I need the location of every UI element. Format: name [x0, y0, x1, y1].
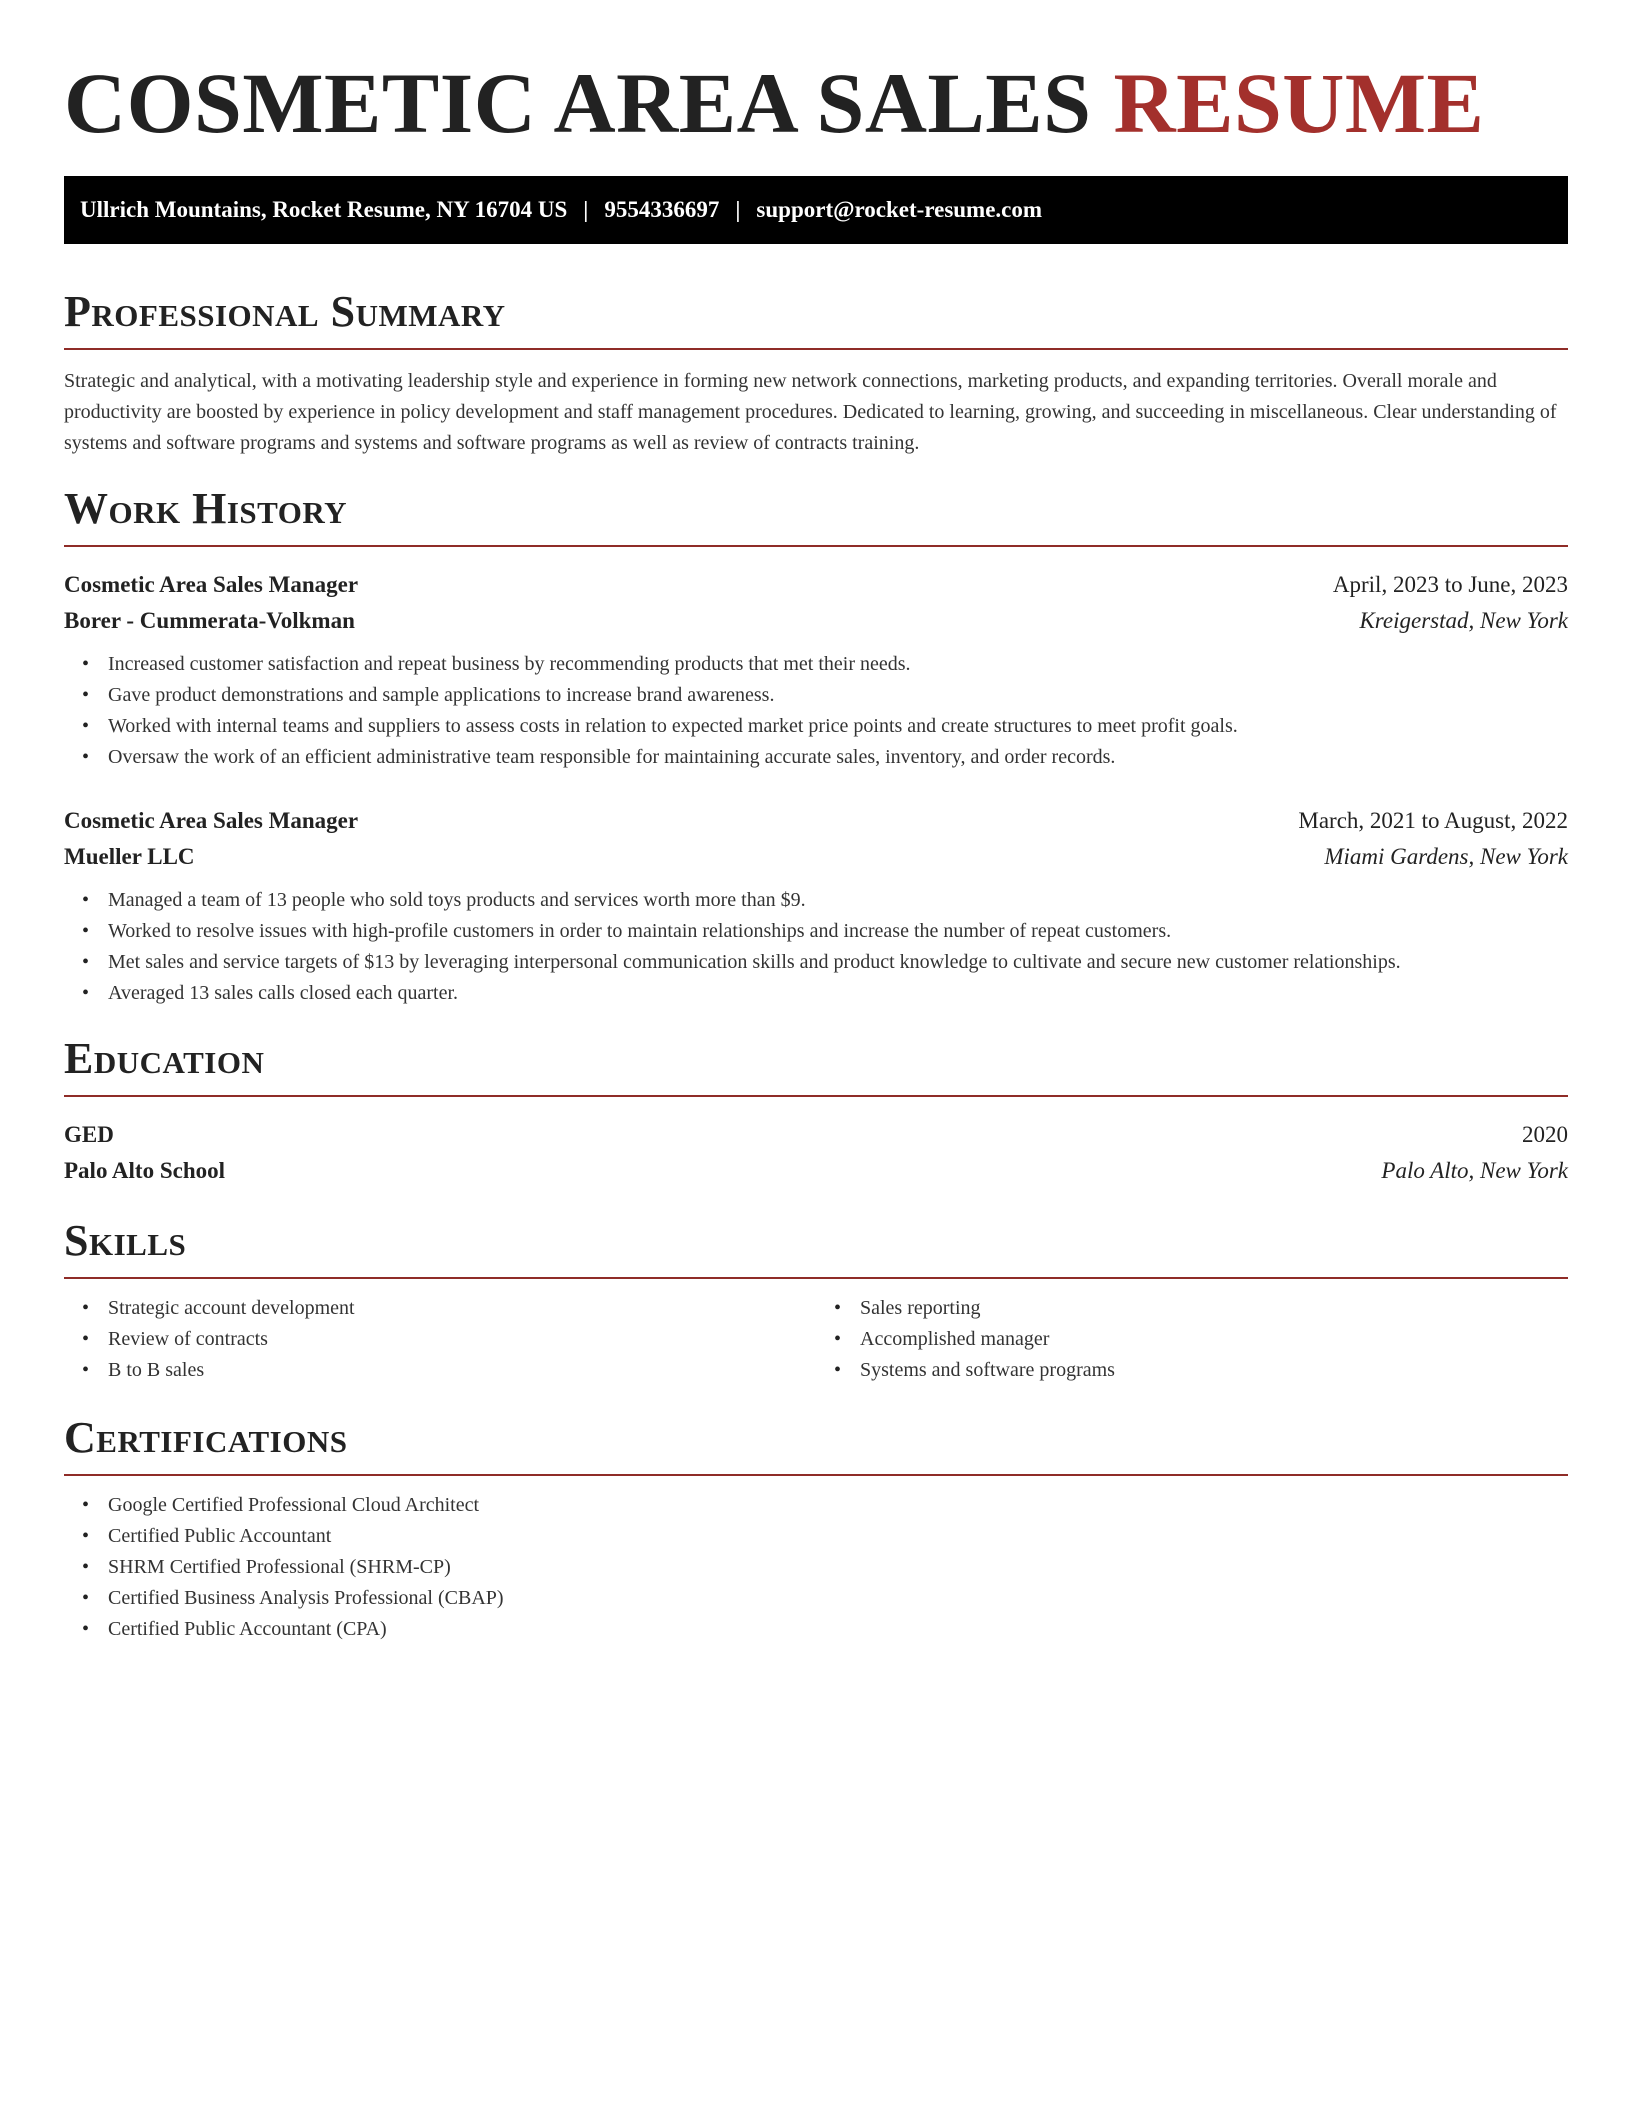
job-title: Cosmetic Area Sales Manager — [64, 572, 359, 597]
list-item: • Google Certified Professional Cloud Architect — [108, 1490, 1568, 1521]
list-item: • Strategic account development — [108, 1293, 816, 1324]
list-item: • Certified Public Accountant (CPA) — [108, 1614, 1568, 1645]
list-item: • Sales reporting — [860, 1293, 1568, 1324]
job-entry — [64, 803, 1568, 1009]
skills-right-column — [816, 1293, 1568, 1386]
education-section — [64, 1035, 1568, 1189]
skills-grid — [64, 1293, 1568, 1386]
summary-heading: Professional Summary — [64, 288, 1568, 350]
list-item: • Worked with internal teams and suppliers to assess costs in relation to expected market price points and create structures to meet profit goals. — [108, 711, 1568, 742]
contact-phone: 9554336697 — [604, 197, 720, 222]
list-item: • B to B sales — [108, 1355, 816, 1386]
job-location: Kreigerstad, New York — [1359, 608, 1568, 633]
work-history-section — [64, 485, 1568, 1009]
job-entry — [64, 567, 1568, 773]
job-location: Miami Gardens, New York — [1324, 844, 1568, 869]
summary-text: Strategic and analytical, with a motivating leadership style and experience in forming new network connections, marketing products, and expanding territories. Overall morale and productivity are boosted by experience in policy development and staff management procedures. Dedicated to learning, growing, and succeeding in miscellaneous. Clear understanding of systems and software programs and systems and software programs as well as review of contracts training. — [64, 370, 1557, 454]
education-degree-row — [64, 1117, 1568, 1153]
job-dates: March, 2021 to August, 2022 — [1298, 808, 1568, 833]
work-history-heading: Work History — [64, 485, 1568, 547]
list-item: • Certified Public Accountant — [108, 1521, 1568, 1552]
skills-heading: Skills — [64, 1217, 1568, 1279]
list-item: • Managed a team of 13 people who sold toys products and services worth more than $9. — [108, 885, 1568, 916]
list-item: • SHRM Certified Professional (SHRM-CP) — [108, 1552, 1568, 1583]
list-item: • Certified Business Analysis Professional (CBAP) — [108, 1583, 1568, 1614]
skills-left-column — [64, 1293, 816, 1386]
contact-separator: | — [735, 197, 741, 222]
job-company-row — [64, 839, 1568, 875]
contact-separator: | — [583, 197, 589, 222]
education-entry — [64, 1117, 1568, 1189]
certifications-list — [64, 1490, 1568, 1645]
list-item: • Review of contracts — [108, 1324, 816, 1355]
title-main: COSMETIC AREA SALES — [64, 55, 1092, 151]
job-dates: April, 2023 to June, 2023 — [1332, 572, 1568, 597]
education-degree: GED — [64, 1122, 114, 1147]
list-item: • Worked to resolve issues with high-profile customers in order to maintain relationships and increase the number of repeat customers. — [108, 916, 1568, 947]
education-school: Palo Alto School — [64, 1158, 226, 1183]
job-company-row — [64, 603, 1568, 639]
title-accent: RESUME — [1113, 55, 1485, 151]
list-item: • Oversaw the work of an efficient administrative team responsible for maintaining accurate sales, inventory, and order records. — [108, 742, 1568, 773]
job-header-row — [64, 803, 1568, 839]
contact-bar — [64, 176, 1568, 244]
certifications-section — [64, 1414, 1568, 1645]
job-company: Mueller LLC — [64, 844, 195, 869]
list-item: • Gave product demonstrations and sample applications to increase brand awareness. — [108, 680, 1568, 711]
list-item: • Averaged 13 sales calls closed each quarter. — [108, 978, 1568, 1009]
job-title: Cosmetic Area Sales Manager — [64, 808, 359, 833]
certifications-heading: Certifications — [64, 1414, 1568, 1476]
job-bullets — [64, 885, 1568, 1009]
contact-address: Ullrich Mountains, Rocket Resume, NY 16704 US — [80, 197, 568, 222]
education-year: 2020 — [1522, 1122, 1568, 1147]
education-school-row — [64, 1153, 1568, 1189]
job-header-row — [64, 567, 1568, 603]
job-company: Borer - Cummerata-Volkman — [64, 608, 355, 633]
contact-email: support@rocket-resume.com — [756, 197, 1043, 222]
job-bullets — [64, 649, 1568, 773]
list-item: • Accomplished manager — [860, 1324, 1568, 1355]
resume-title — [64, 55, 1568, 151]
education-heading: Education — [64, 1035, 1568, 1097]
list-item: • Systems and software programs — [860, 1355, 1568, 1386]
summary-section — [64, 288, 1568, 459]
education-location: Palo Alto, New York — [1381, 1158, 1568, 1183]
list-item: • Increased customer satisfaction and repeat business by recommending products that met their needs. — [108, 649, 1568, 680]
skills-section — [64, 1217, 1568, 1386]
list-item: • Met sales and service targets of $13 by leveraging interpersonal communication skills and product knowledge to cultivate and secure new customer relationships. — [108, 947, 1568, 978]
